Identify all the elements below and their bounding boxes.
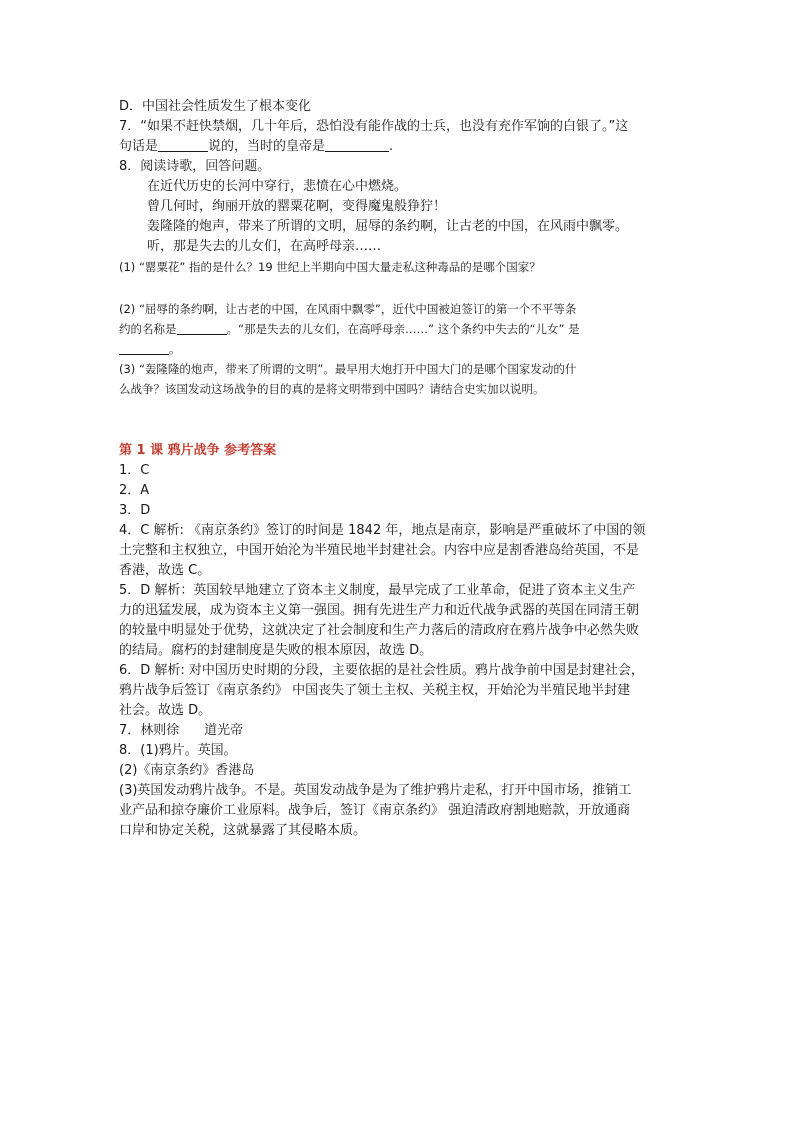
answer-8-2: (2)《南京条约》香港岛 [119, 763, 255, 778]
sub2-blank-1 [177, 320, 227, 335]
sub-question-2-line-2 [119, 319, 679, 339]
answer-5-line-4: 的结局。腐朽的封建制度是失败的根本原因，故选 D。 [119, 643, 433, 658]
sub2-blank-2 [119, 340, 169, 355]
answer-6-line-2: 鸦片战争后签订《南京条约》 中国丧失了领土主权、关税主权，开始沦为半殖民地半封建 [119, 683, 631, 698]
q7-text-c: . [389, 139, 394, 154]
sub-question-1: (1) “罂粟花” 指的是什么？19 世纪上半期向中国大量走私这种毒品的是哪个国家？ [119, 260, 541, 274]
q7-blank-1 [158, 137, 208, 152]
sub-question-3-line-2: 么战争？该国发动这场战争的目的真的是将文明带到中国吗？请结合史实加以说明。 [119, 382, 545, 396]
answer-4-line-1: 4．C 解析: 《南京条约》签订的时间是 1842 年，地点是南京，影响是严重破坏了中国的领 [119, 523, 646, 538]
answer-8-3-line-1: (3)英国发动鸦片战争。不是。英国发动战争是为了维护鸦片走私，打开中国市场，推销工 [119, 783, 632, 798]
sub-question-3-line-1: (3) “轰隆隆的炮声，带来了所谓的文明”。最早用大炮打开中国大门的是哪个国家发动的什 [119, 362, 577, 376]
sub-question-2-line-3 [119, 339, 679, 359]
answers-heading: 第 1 课 鸦片战争 参考答案 [119, 443, 277, 458]
answer-6-line-1: 6．D 解析: 对中国历史时期的分段，主要依据的是社会性质。鸦片战争前中国是封建社会， [119, 663, 644, 678]
q7-blank-2 [325, 137, 389, 152]
sub2-text-c: 。 [169, 342, 181, 356]
question-7-line-2 [119, 137, 679, 157]
poem-line-1: 在近代历史的长河中穿行，悲愤在心中燃烧。 [147, 179, 408, 194]
answer-2: 2．A [119, 483, 150, 498]
poem-line-4: 听，那是失去的儿女们，在高呼母亲…… [147, 239, 382, 254]
q7-text-b: 说的，当时的皇帝是 [208, 139, 326, 154]
answer-3: 3．D [119, 503, 151, 518]
answer-8-1: 8．(1)鸦片。英国。 [119, 743, 237, 758]
answer-1: 1．C [119, 463, 150, 478]
q7-text-a: 句话是 [119, 139, 159, 154]
question-8-intro: 8．阅读诗歌，回答问题。 [119, 159, 271, 174]
question-7-line-1: 7．“如果不赶快禁烟，几十年后，恐怕没有能作战的士兵，也没有充作军饷的白银了。”这 [119, 119, 629, 134]
answer-7: 7．林则徐 道光帝 [119, 723, 244, 738]
sub-question-2-line-1: (2) “屈辱的条约啊，让古老的中国，在风雨中飘零”，近代中国被迫签订的第一个不平等条 [119, 302, 577, 316]
poem-line-3: 轰隆隆的炮声，带来了所谓的文明，屈辱的条约啊，让古老的中国，在风雨中飘零。 [147, 219, 629, 234]
document-body [119, 97, 679, 841]
answer-4-line-2: 土完整和主权独立，中国开始沦为半殖民地半封建社会。内容中应是割香港岛给英国，不是 [119, 543, 640, 558]
answer-8-3-line-2: 业产品和掠夺廉价工业原料。战争后，签订《南京条约》 强迫清政府割地赔款，开放通商 [119, 803, 631, 818]
answer-5-line-2: 力的迅猛发展，成为资本主义第一强国。拥有先进生产力和近代战争武器的英国在同清王朝 [119, 603, 640, 618]
answer-6-line-3: 社会。故选 D。 [119, 703, 212, 718]
answer-5-line-1: 5．D 解析：英国较早地建立了资本主义制度，最早完成了工业革命，促进了资本主义生产 [119, 583, 636, 598]
poem-line-2: 曾几何时，绚丽开放的罂粟花啊，变得魔鬼般狰狞！ [147, 199, 447, 214]
answer-4-line-3: 香港，故选 C。 [119, 563, 211, 578]
answer-8-3-line-3: 口岸和协定关税，这就暴露了其侵略本质。 [119, 823, 367, 838]
option-d: D．中国社会性质发生了根本变化 [119, 99, 312, 114]
sub2-text-a: 约的名称是 [119, 322, 177, 336]
sub2-text-b: 。“那是失去的儿女们，在高呼母亲……” 这个条约中失去的“儿女” 是 [226, 322, 580, 336]
answer-5-line-3: 的较量中明显处于优势，这就决定了社会制度和生产力落后的清政府在鸦片战争中必然失败 [119, 623, 640, 638]
